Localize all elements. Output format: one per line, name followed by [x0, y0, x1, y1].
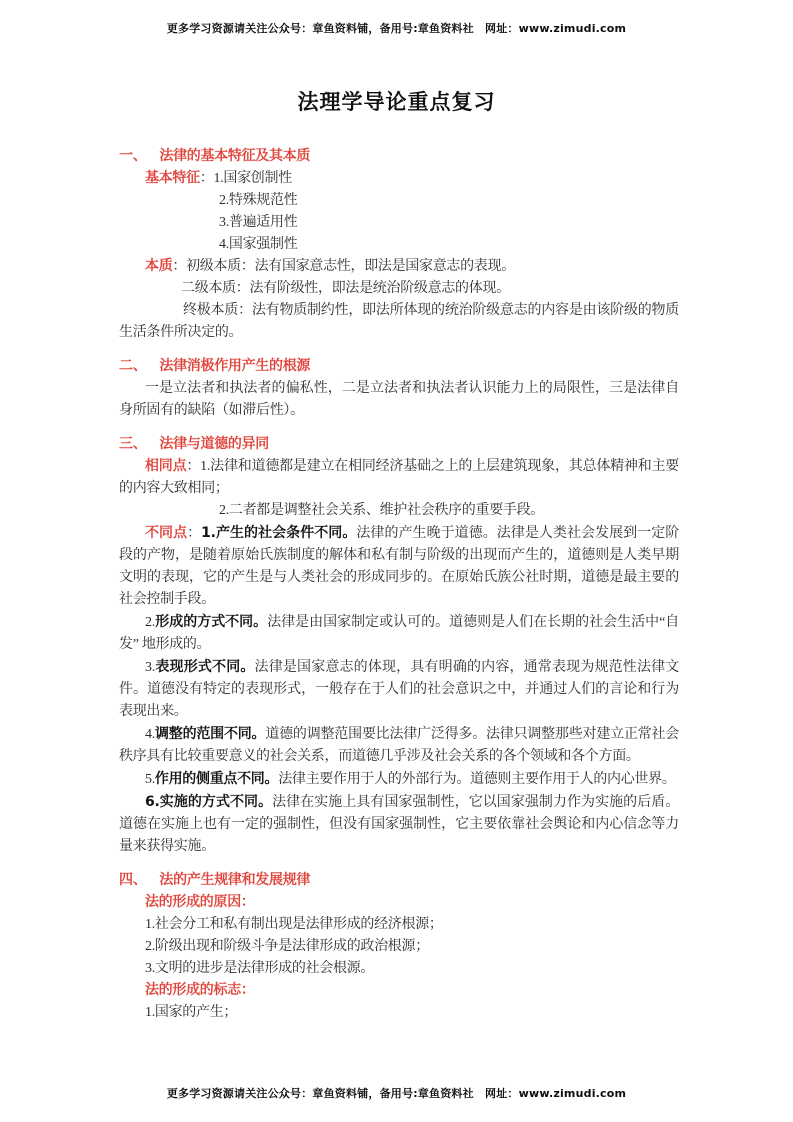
text-run: 1.产生的社会条件不同。 [201, 525, 357, 541]
paragraph [119, 768, 679, 791]
heading-number: 三、 [119, 437, 147, 452]
text-run: 道德的调整范围要比法律广泛得多。法律只调整那些对建立正常社会秩序具有比较重要意义的社会关系，而道德几乎涉及社会关系的各个领域和各个方面。 [119, 727, 680, 764]
text-run: ：1.法律和道德都是建立在相同经济基础之上的上层建筑现象，其总体精神和主要的内容大致相同； [119, 459, 679, 496]
heading-text: 法律消极作用产生的根源 [159, 359, 311, 374]
text-run: 2.阶级出现和阶级斗争是法律形成的政治根源； [145, 939, 429, 954]
heading-text: 法的产生规律和发展规律 [159, 873, 311, 888]
heading-number: 二、 [119, 359, 147, 374]
text-run: 2.二者都是调整社会关系、维护社会秩序的重要手段。 [219, 503, 544, 518]
section-heading [119, 146, 679, 168]
text-run: 5. [145, 772, 155, 787]
text-run: 3.文明的进步是法律形成的社会根源。 [145, 961, 375, 976]
paragraph [119, 300, 679, 344]
text-run: 基本特征 [145, 171, 200, 186]
paragraph [119, 791, 679, 858]
text-run: 法律的产生晚于道德。法律是人类社会发展到一定阶段的产物，是随着原始氏族制度的解体和私有制与阶级的出现而产生的，道德则是人类早期文明的表现，它的产生是与人类社会的形成同步的。在原始氏族公社时期，道德是最主要的社会控制手段。 [119, 526, 679, 607]
text-run: 1.国家的产生； [145, 1005, 238, 1020]
section-heading [119, 434, 679, 456]
paragraph [181, 278, 679, 300]
text-run: 4. [145, 727, 155, 742]
text-run: 二级本质：法有阶级性，即法是统治阶级意志的体现。 [181, 281, 510, 296]
paragraph [119, 611, 679, 656]
paragraph [145, 980, 679, 1002]
text-run: 法律是由国家制定或认可的。道德则是人们在长期的社会生活中“自发” 地形成的。 [119, 615, 679, 652]
text-run: 法律在实施上具有国家强制性，它以国家强制力作为实施的后盾。道德在实施上也有一定的强制性，但没有国家强制性，它主要依靠社会舆论和内心信念等力量来获得实施。 [119, 795, 679, 854]
text-run: 表现形式不同。 [154, 659, 255, 675]
text-run: 不同点 [145, 526, 188, 541]
text-run: 本质 [145, 259, 173, 274]
text-run: ：初级本质：法有国家意志性，即法是国家意志的表现。 [172, 259, 515, 274]
heading-text: 法律与道德的异同 [159, 437, 270, 452]
paragraph [119, 378, 679, 422]
text-run: ：1.国家创制性 [199, 171, 292, 186]
text-run: 终极本质：法有物质制约性，即法所体现的统治阶级意志的内容是由该阶级的物质生活条件所决定的。 [119, 303, 679, 340]
paragraph [145, 892, 679, 914]
section-heading [119, 870, 679, 892]
text-run: 调整的范围不同。 [154, 726, 266, 742]
text-run: 3.普遍适用性 [219, 215, 298, 230]
paragraph [145, 958, 679, 980]
text-run: 法的形成的原因： [145, 895, 255, 910]
text-run: ： [187, 526, 202, 541]
paragraph [219, 190, 679, 212]
page-title: 法理学导论重点复习 [297, 90, 496, 114]
text-run: 2. [145, 615, 155, 630]
text-run: 法律主要作用于人的外部行为。道德则主要作用于人的内心世界。 [278, 772, 676, 787]
header-text: 更多学习资源请关注公众号：章鱼资料铺，备用号:章鱼资料社 网址：www.zimudi.com [166, 22, 627, 35]
paragraph [119, 168, 679, 190]
paragraph [219, 234, 679, 256]
paragraph [119, 456, 679, 500]
text-run: 相同点 [145, 459, 187, 474]
document-body [119, 146, 679, 1024]
paragraph [145, 1002, 679, 1024]
text-run: 法律是国家意志的体现，具有明确的内容，通常表现为规范性法律文件。道德没有特定的表现形式，一般存在于人们的社会意识之中，并通过人们的言论和行为表现出来。 [119, 660, 680, 719]
text-run: 作用的侧重点不同。 [154, 771, 279, 787]
paragraph [119, 723, 679, 768]
text-run: 一是立法者和执法者的偏私性，二是立法者和执法者认识能力上的局限性，三是法律自身所固有的缺陷（如滞后性）。 [119, 381, 679, 418]
paragraph [219, 212, 679, 234]
footer-text: 更多学习资源请关注公众号：章鱼资料铺，备用号:章鱼资料社 网址：www.zimudi.com [166, 1087, 627, 1100]
text-run: 4.国家强制性 [219, 237, 298, 252]
paragraph [119, 522, 679, 611]
heading-number: 一、 [119, 149, 147, 164]
heading-text: 法律的基本特征及其本质 [159, 149, 311, 164]
text-run: 形成的方式不同。 [154, 614, 268, 630]
text-run: 1.社会分工和私有制出现是法律形成的经济根源； [145, 917, 443, 932]
text-run: 法的形成的标志： [145, 983, 255, 998]
paragraph [145, 914, 679, 936]
heading-number: 四、 [119, 873, 147, 888]
paragraph [119, 256, 679, 278]
text-run: 2.特殊规范性 [219, 193, 298, 208]
paragraph [145, 936, 679, 958]
paragraph [219, 500, 679, 522]
text-run: 3. [145, 660, 155, 675]
text-run: 6.实施的方式不同。 [145, 794, 273, 810]
paragraph [119, 656, 679, 723]
section-heading [119, 356, 679, 378]
